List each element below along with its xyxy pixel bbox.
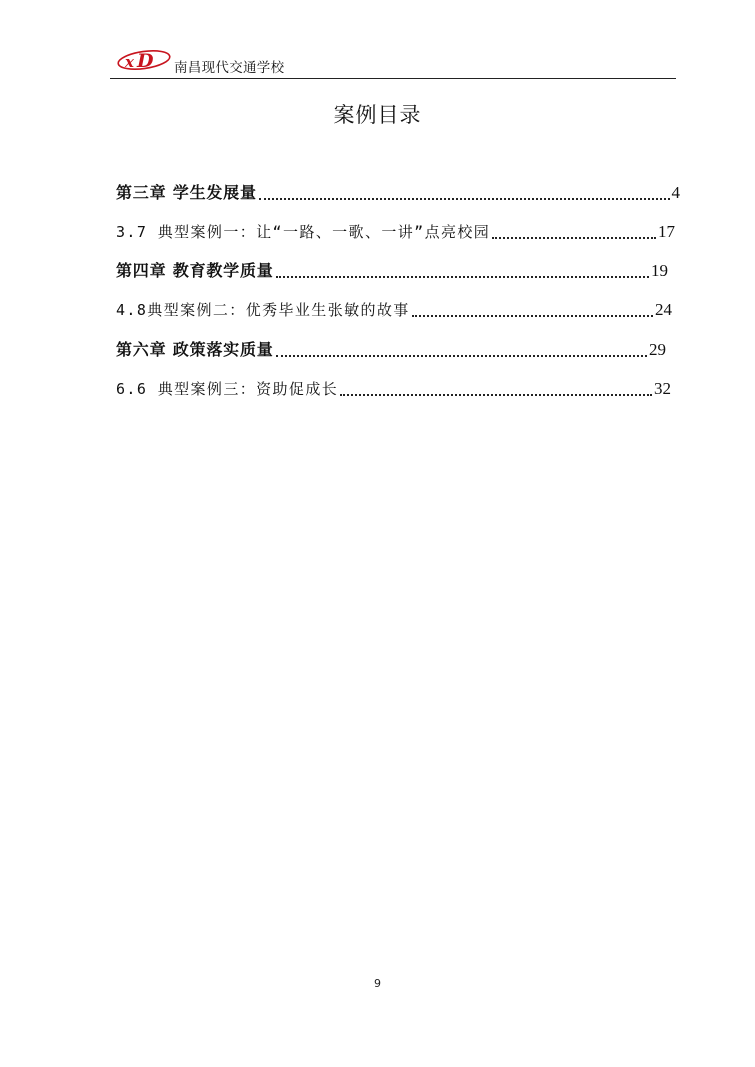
toc-entry-page: 4 <box>671 183 680 202</box>
toc-entry-case-3[interactable] <box>116 376 671 400</box>
page-number: 9 <box>374 977 381 990</box>
page-title: 案例目录 <box>333 103 422 127</box>
school-logo <box>116 48 172 72</box>
dot-leader <box>276 260 649 278</box>
toc-entry-label: 第六章 政策落实质量 <box>116 340 274 359</box>
toc-entry-case-2[interactable] <box>116 297 672 321</box>
school-name: 南昌现代交通学校 <box>174 60 285 76</box>
toc-entry-case-1[interactable] <box>116 219 675 243</box>
toc-entry-label: 第四章 教育教学质量 <box>116 261 274 280</box>
toc-entry-chapter-3[interactable] <box>116 180 680 204</box>
dot-leader <box>340 378 652 396</box>
toc-entry-chapter-6[interactable] <box>116 337 666 361</box>
toc-entry-page: 24 <box>655 300 672 319</box>
toc-entry-label: 4.8典型案例二：优秀毕业生张敏的故事 <box>116 301 410 319</box>
toc-entry-page: 29 <box>649 340 666 359</box>
dot-leader <box>259 182 670 200</box>
toc-entry-chapter-4[interactable] <box>116 258 668 282</box>
dot-leader <box>412 299 653 317</box>
svg-text:x: x <box>125 53 134 71</box>
toc-entry-page: 17 <box>658 222 675 241</box>
toc-entry-page: 32 <box>654 379 671 398</box>
svg-text:D: D <box>137 50 154 72</box>
toc-entry-page: 19 <box>651 261 668 280</box>
toc-entry-label: 6.6 典型案例三：资助促成长 <box>116 380 339 398</box>
dot-leader <box>492 221 656 239</box>
dot-leader <box>276 339 647 357</box>
toc-entry-label: 3.7 典型案例一：让“一路、一歌、一讲”点亮校园 <box>116 223 491 241</box>
toc-entry-label: 第三章 学生发展量 <box>116 183 257 202</box>
page-header <box>110 44 676 79</box>
